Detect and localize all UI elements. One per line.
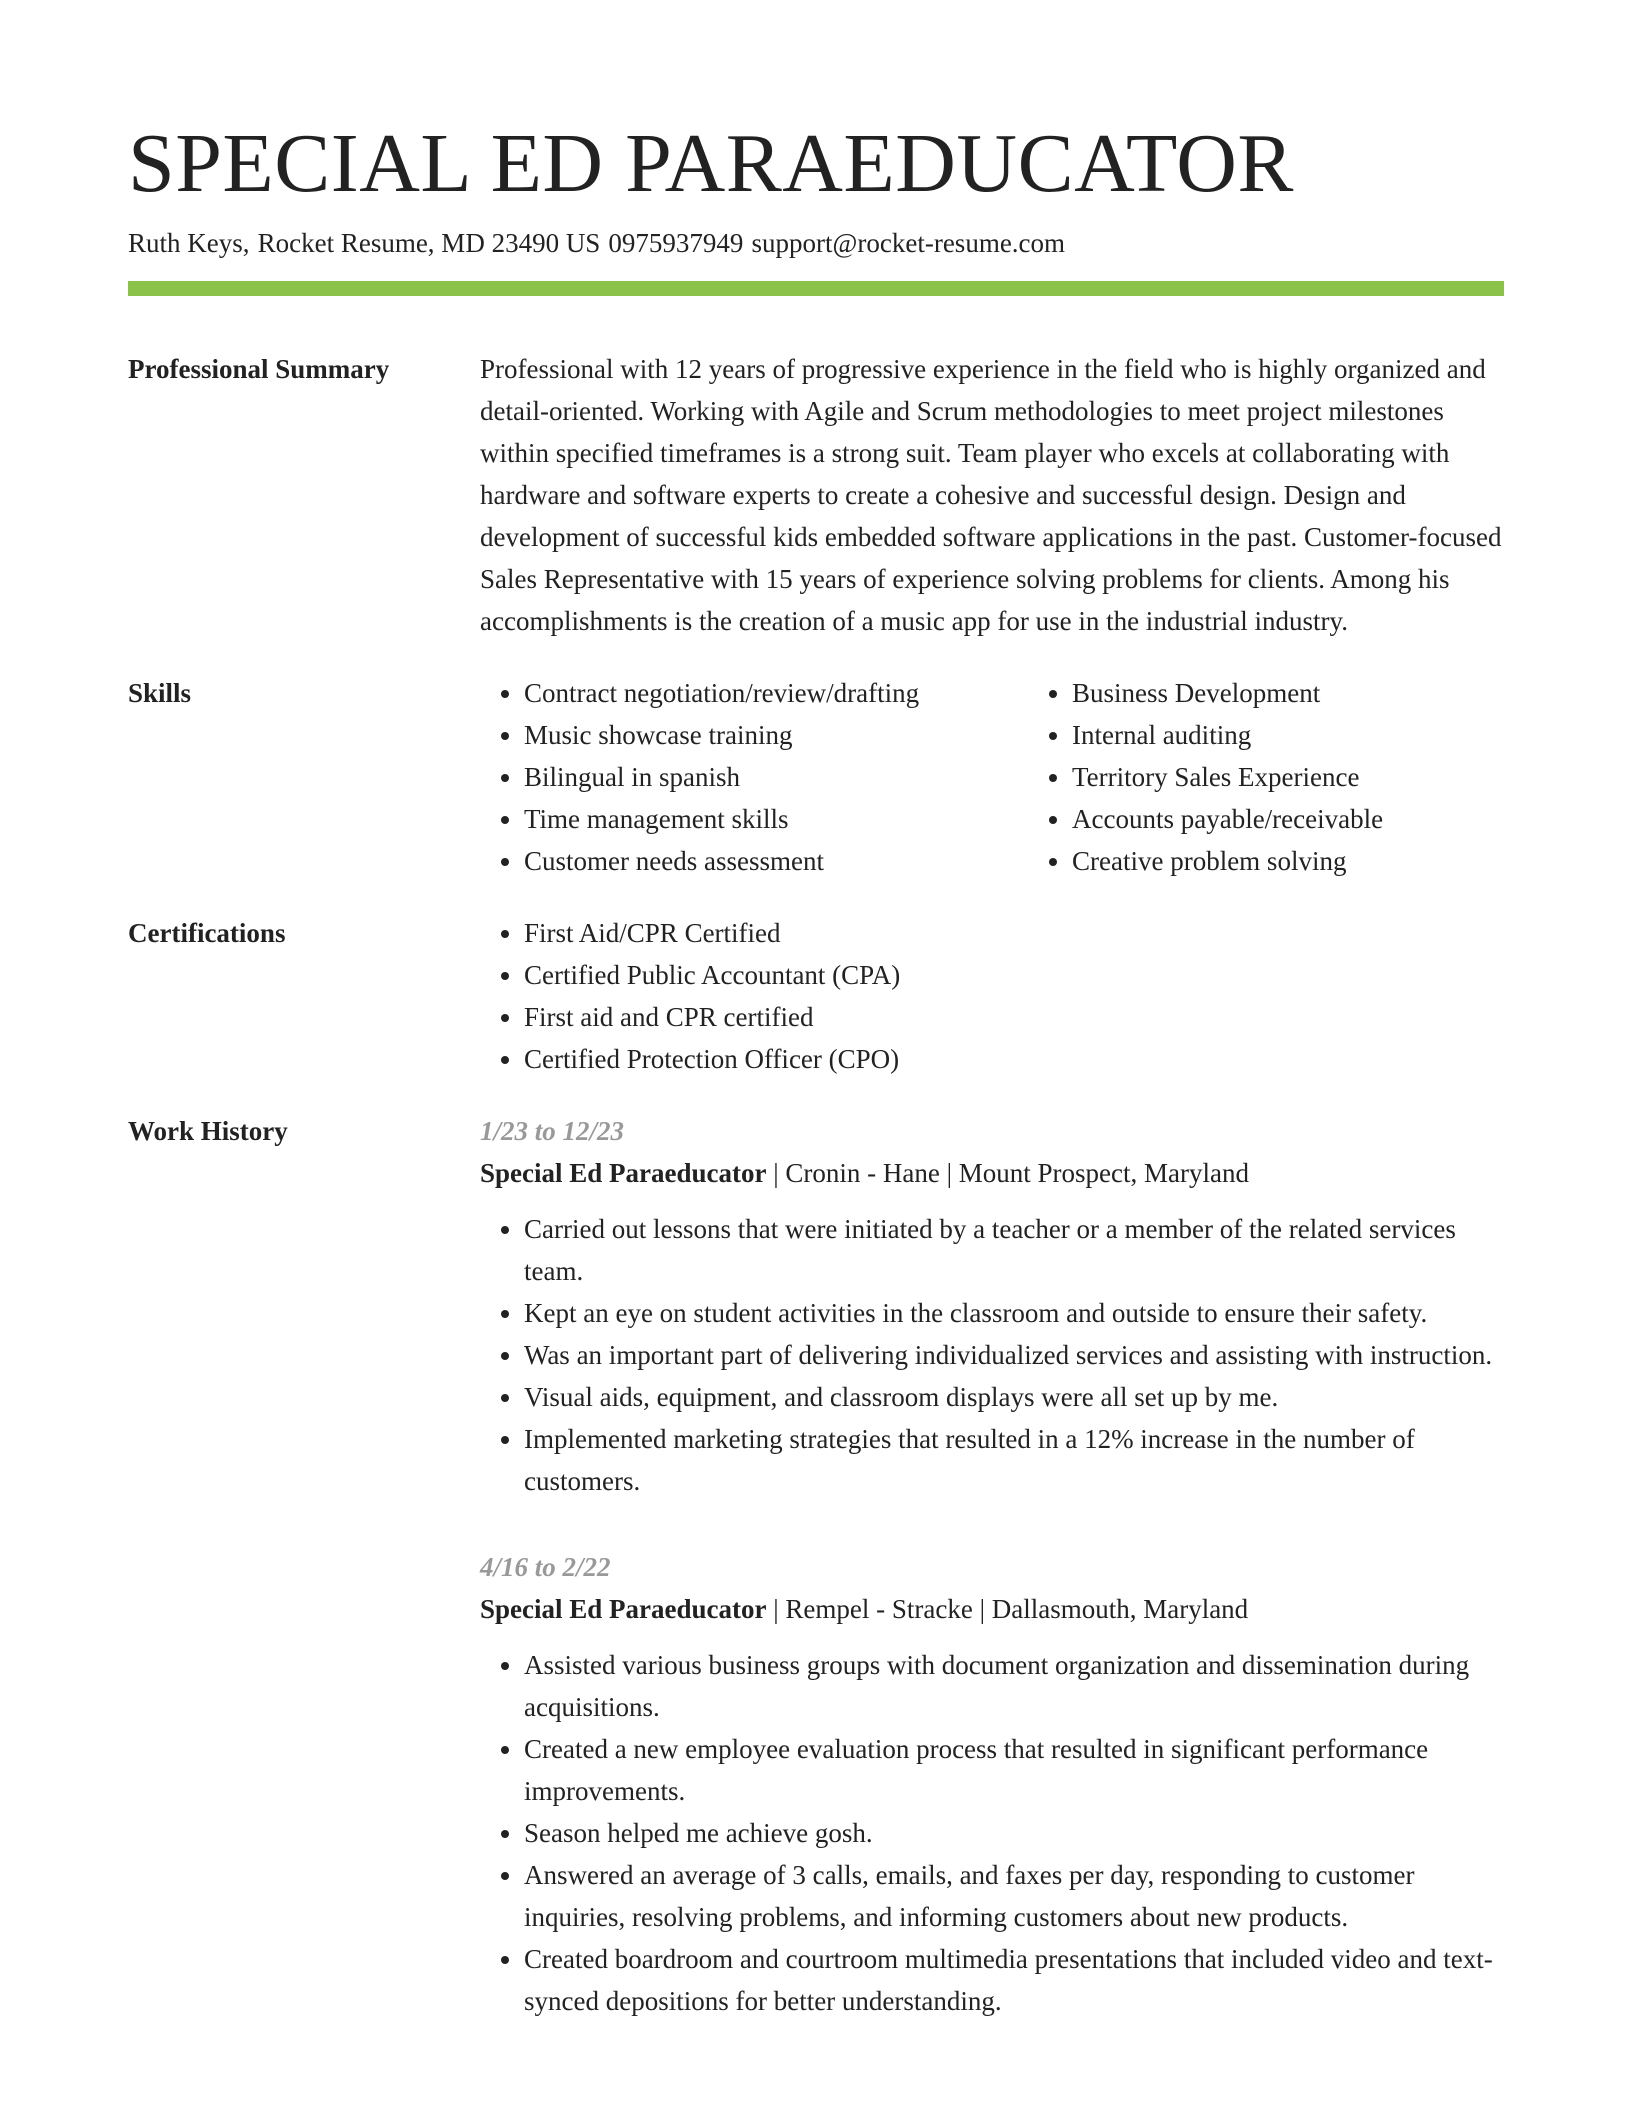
list-item: • Time management skills (524, 798, 1028, 840)
job-bullets (480, 1644, 1504, 2022)
job-title: Special Ed Paraeducator (480, 1158, 767, 1189)
resume-page (128, 117, 1504, 2066)
summary-section (128, 348, 1504, 642)
skills-section (128, 672, 1504, 882)
skills-list-right (1028, 672, 1504, 882)
list-item: • Certified Public Accountant (CPA) (524, 954, 1504, 996)
list-item: • Internal auditing (1072, 714, 1504, 756)
list-item: • Assisted various business groups with document organization and dissemination during acquisitions. (524, 1644, 1504, 1728)
summary-heading: Professional Summary (128, 354, 390, 385)
list-item: • Accounts payable/receivable (1072, 798, 1504, 840)
job-entry (480, 1546, 1504, 2022)
contact-address: Rocket Resume, MD 23490 US (257, 228, 601, 259)
job-heading (480, 1588, 1504, 1630)
certifications-heading: Certifications (128, 918, 286, 949)
list-item: • Contract negotiation/review/drafting (524, 672, 1028, 714)
list-item: • First aid and CPR certified (524, 996, 1504, 1038)
list-item: • Music showcase training (524, 714, 1028, 756)
header-accent-bar (128, 281, 1504, 296)
skills-heading: Skills (128, 678, 192, 709)
list-item: • Created a new employee evaluation process that resulted in significant performance improvements. (524, 1728, 1504, 1812)
resume-title: SPECIAL ED PARAEDUCATOR (128, 117, 1294, 210)
job-dates: 1/23 to 12/23 (480, 1116, 625, 1147)
list-item: • Visual aids, equipment, and classroom displays were all set up by me. (524, 1376, 1504, 1418)
work-history-heading: Work History (128, 1116, 288, 1147)
certifications-list (480, 912, 1504, 1080)
contact-line (128, 226, 1504, 261)
list-item: • Created boardroom and courtroom multimedia presentations that included video and text-synced depositions for better understanding. (524, 1938, 1504, 2022)
list-item: • Territory Sales Experience (1072, 756, 1504, 798)
list-item: • Certified Protection Officer (CPO) (524, 1038, 1504, 1080)
summary-text: Professional with 12 years of progressive experience in the field who is highly organized and detail-oriented. Working with Agile and Scrum methodologies to meet project milestones within specified timeframes is a strong suit. Team player who excels at collaborating with hardware and software experts to create a cohesive and successful design. Design and development of successful kids embedded software applications in the past. Customer-focused Sales Representative with 15 years of experience solving problems for clients. Among his accomplishments is the creation of a music app for use in the industrial industry. (480, 354, 1502, 637)
list-item: • First Aid/CPR Certified (524, 912, 1504, 954)
contact-phone: 0975937949 (608, 228, 744, 259)
job-heading (480, 1152, 1504, 1194)
job-employer-location: | Rempel - Stracke | Dallasmouth, Maryland (766, 1594, 1249, 1625)
job-bullets (480, 1208, 1504, 1502)
work-history-section (128, 1110, 1504, 2066)
job-dates: 4/16 to 2/22 (480, 1552, 611, 1583)
list-item: • Implemented marketing strategies that resulted in a 12% increase in the number of customers. (524, 1418, 1504, 1502)
list-item: • Answered an average of 3 calls, emails, and faxes per day, responding to customer inquiries, resolving problems, and informing customers about new products. (524, 1854, 1504, 1938)
list-item: • Creative problem solving (1072, 840, 1504, 882)
list-item: • Business Development (1072, 672, 1504, 714)
skills-list-left (480, 672, 1028, 882)
list-item: • Kept an eye on student activities in the classroom and outside to ensure their safety. (524, 1292, 1504, 1334)
job-entry (480, 1110, 1504, 1502)
list-item: • Bilingual in spanish (524, 756, 1028, 798)
job-employer-location: | Cronin - Hane | Mount Prospect, Maryland (766, 1158, 1249, 1189)
list-item: • Was an important part of delivering individualized services and assisting with instruction. (524, 1334, 1504, 1376)
list-item: • Carried out lessons that were initiated by a teacher or a member of the related services team. (524, 1208, 1504, 1292)
certifications-section (128, 912, 1504, 1080)
job-title: Special Ed Paraeducator (480, 1594, 767, 1625)
list-item: • Season helped me achieve gosh. (524, 1812, 1504, 1854)
list-item: • Customer needs assessment (524, 840, 1028, 882)
contact-name: Ruth Keys, (128, 228, 250, 259)
contact-email: support@rocket-resume.com (751, 228, 1066, 259)
